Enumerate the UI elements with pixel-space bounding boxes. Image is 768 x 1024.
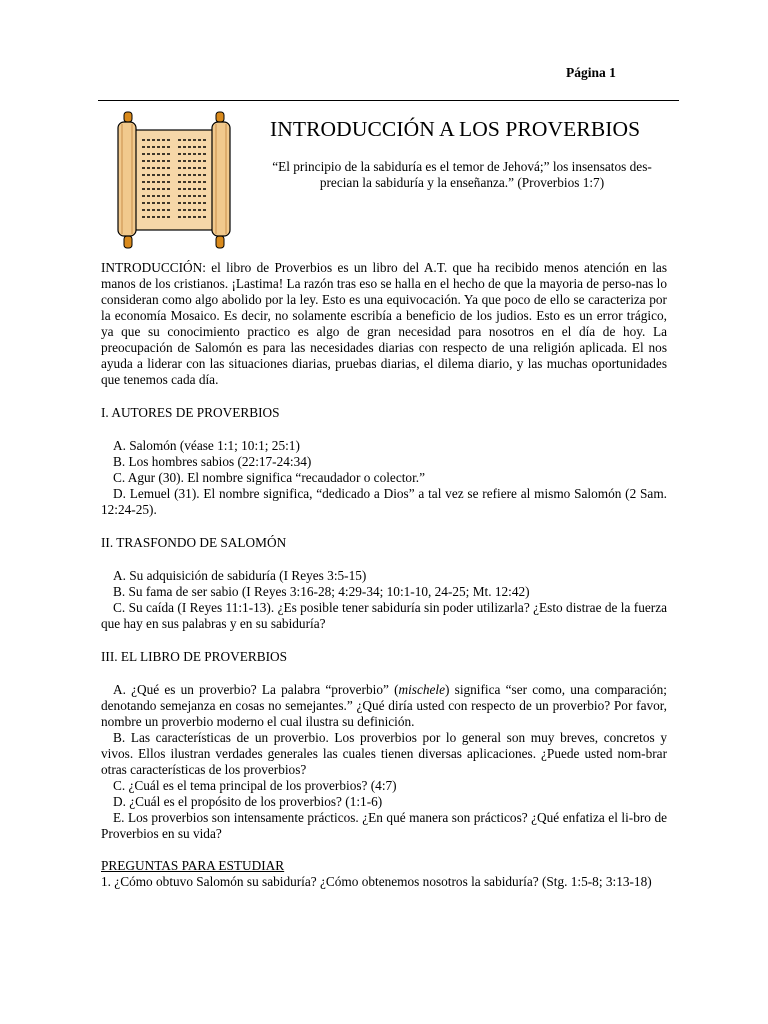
list-item: C. Agur (30). El nombre significa “recaudador o colector.”: [113, 470, 425, 485]
list-item: D. ¿Cuál es el propósito de los proverbios? (1:1-6): [113, 794, 383, 809]
intro-paragraph: INTRODUCCIÓN: el libro de Proverbios es un libro del A.T. que ha recibido menos atención en las manos de los cristianos. ¡Lastima! La razón tras eso se halla en el hecho de que la mayoria de perso-nas lo consideran como algo abolido por la ley. Esto es una equivocación. Ya que poco de ello se caracteriza por la economía Mosaico. Es decir, no solamente escribía a beneficio de los judios. Esto es un error trágico, ya que su conocimiento practico es algo de gran necesidad para nosotros en el día de hoy. La preocupación de Salomón es para las necesidades diarias con respecto de una religión aplicada. El nos ayuda a liderar con las situaciones diarias, pruebas diarias, el dilema diario, y las muchas oportunidades que tenemos cada día.: [101, 260, 667, 387]
document-body: [101, 260, 667, 890]
list-item: B. Su fama de ser sabio (I Reyes 3:16-28; 4:29-34; 10:1-10, 24-25; Mt. 12:42): [113, 584, 530, 599]
list-item: [101, 682, 667, 730]
epigraph-quote: “El principio de la sabiduría es el temor de Jehová;” los insensatos des-precian la sabiduría y la enseñanza.” (Proverbios 1:7): [272, 159, 652, 190]
scroll-icon: [108, 110, 240, 250]
question-item: 1. ¿Cómo obtuvo Salomón su sabiduría? ¿Cómo obtenemos nosotros la sabiduría? (Stg. 1:5-8; 3:13-18): [101, 874, 652, 889]
list-item: A. Su adquisición de sabiduría (I Reyes 3:5-15): [113, 568, 367, 583]
list-item: B. Los hombres sabios (22:17-24:34): [113, 454, 312, 469]
text-run: ) significa “ser como, una comparación; denotando semejanza en cosas no semejantes.” ¿Qué diría usted con respecto de un proverbio? Por favor, nombre un proverbio moderno el cual ilustra su definición.: [101, 682, 667, 729]
section-heading: II. TRASFONDO DE SALOMÓN: [101, 535, 287, 550]
header-rule: [98, 100, 679, 101]
page-number: Página 1: [566, 65, 616, 80]
questions-heading: PREGUNTAS PARA ESTUDIAR: [101, 858, 285, 873]
list-item: A. Salomón (véase 1:1; 10:1; 25:1): [113, 438, 300, 453]
section-heading: I. AUTORES DE PROVERBIOS: [101, 405, 280, 420]
italic-term: mischele: [398, 682, 446, 697]
list-item: B. Las características de un proverbio. Los proverbios por lo general son muy breves, concretos y vivos. Ellos ilustran verdades generales las cuales tienen diversas aplicaciones. ¿Puede usted nom-brar otras características de los proverbios?: [101, 730, 667, 777]
page-title: INTRODUCCIÓN A LOS PROVERBIOS: [270, 117, 641, 141]
list-item: E. Los proverbios son intensamente prácticos. ¿En qué manera son prácticos? ¿Qué enfatiza el li-bro de Proverbios en su vida?: [101, 810, 667, 841]
list-item: C. ¿Cuál es el tema principal de los proverbios? (4:7): [113, 778, 397, 793]
list-item: C. Su caída (I Reyes 11:1-13). ¿Es posible tener sabiduría sin poder utilizarla? ¿Esto distrae de la fuerza que hay en sus palabras y en su sabiduría?: [101, 600, 667, 631]
list-item: D. Lemuel (31). El nombre significa, “dedicado a Dios” a tal vez se refiere al mismo Salomón (2 Sam. 12:24-25).: [101, 486, 667, 517]
section-heading: III. EL LIBRO DE PROVERBIOS: [101, 649, 288, 664]
text-run: A. ¿Qué es un proverbio? La palabra “proverbio” (: [113, 682, 399, 697]
